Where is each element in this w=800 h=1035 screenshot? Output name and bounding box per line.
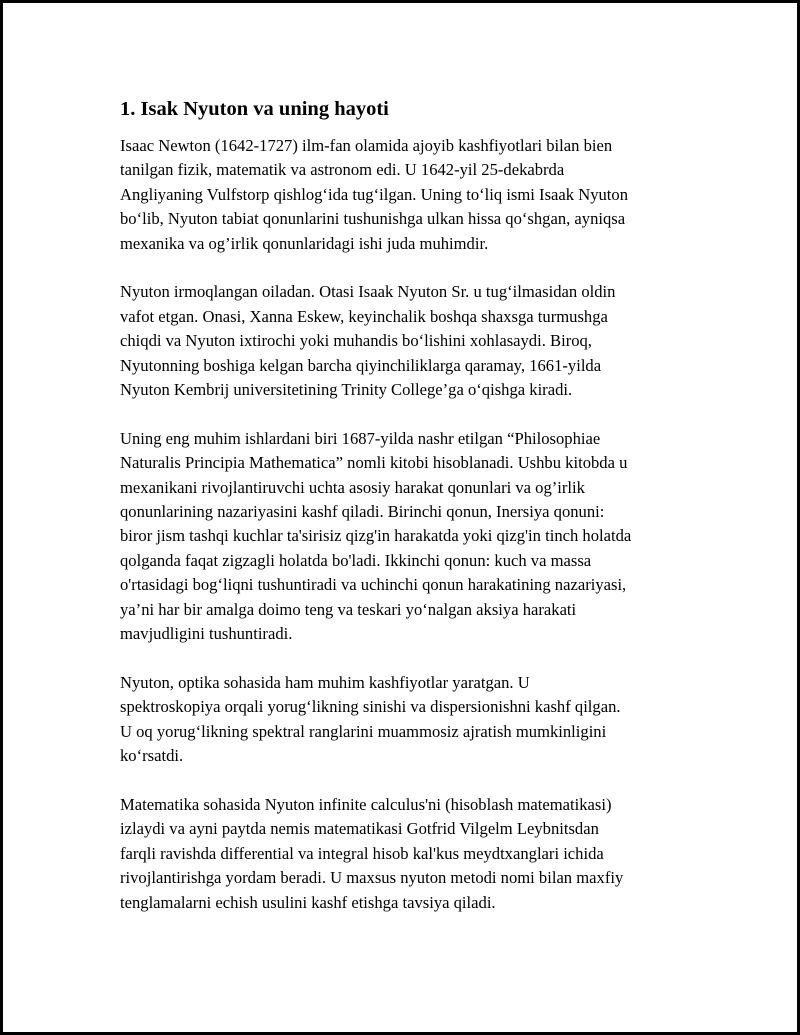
section-heading: 1. Isak Nyuton va uning hayoti xyxy=(120,98,389,120)
text-line: izlaydi va ayni paytda nemis matematikasi Gotfrid Vilgelm Leybnitsdan xyxy=(120,819,599,839)
text-line: farqli ravishda differential va integral hisob kal'kus meydtxanglari ichida xyxy=(120,843,604,863)
text-line: Naturalis Principia Mathematica” nomli kitobi hisoblanadi. Ushbu kitobda u xyxy=(120,453,628,473)
paragraph xyxy=(120,134,700,256)
paragraph xyxy=(120,671,700,769)
paragraph xyxy=(120,793,700,915)
text-line: biror jism tashqi kuchlar ta'sirisiz qizg'in harakatda yoki qizg'in tinch holatda xyxy=(120,526,632,546)
text-line: spektroskopiya orqali yorug‘likning sinishi va dispersionishni kashf qilgan. xyxy=(120,697,621,717)
text-line: mexanika va og’irlik qonunlaridagi ishi juda muhimdir. xyxy=(120,233,489,253)
text-line: bo‘lib, Nyuton tabiat qonunlarini tushunishga ulkan hissa qo‘shgan, ayniqsa xyxy=(120,209,626,229)
text-line: Nyuton irmoqlangan oiladan. Otasi Isaak Nyuton Sr. u tug‘ilmasidan oldin xyxy=(120,282,616,302)
text-line: mexanikani rivojlantiruvchi uchta asosiy harakat qonunlari va og’irlik xyxy=(120,477,585,497)
text-line: Isaac Newton (1642-1727) ilm-fan olamida ajoyib kashfiyotlari bilan bien xyxy=(120,136,613,155)
text-line: Matematika sohasida Nyuton infinite calculus'ni (hisoblash matematikasi) xyxy=(120,794,612,814)
paragraph xyxy=(120,280,700,402)
text-line: Nyutonning boshiga kelgan barcha qiyinchiliklarga qaramay, 1661-yilda xyxy=(120,355,602,375)
document-body xyxy=(120,96,700,915)
text-line: chiqdi va Nyuton ixtirochi yoki muhandis bo‘lishini xohlasaydi. Biroq, xyxy=(120,331,592,351)
text-line: tenglamalarni echish usulini kashf etishga tavsiya qiladi. xyxy=(120,892,496,912)
text-line: U oq yorug‘likning spektral ranglarini muammosiz ajratish mumkinligini xyxy=(120,721,607,741)
paragraph-list xyxy=(120,134,700,915)
text-line: tanilgan fizik, matematik va astronom edi. U 1642-yil 25-dekabrda xyxy=(120,160,565,180)
paragraph xyxy=(120,427,700,647)
text-line: vafot etgan. Onasi, Xanna Eskew, keyinchalik boshqa shaxsga turmushga xyxy=(120,306,608,326)
text-line: mavjudligini tushuntiradi. xyxy=(120,624,293,644)
text-line: qolganda faqat zigzagli holatda bo'ladi. Ikkinchi qonun: kuch va massa xyxy=(120,550,592,570)
text-line: ko‘rsatdi. xyxy=(120,746,184,766)
text-line: Nyuton Kembrij universitetining Trinity College’ga o‘qishga kiradi. xyxy=(120,380,573,400)
text-line: Uning eng muhim ishlardani biri 1687-yilda nashr etilgan “Philosophiae xyxy=(120,428,601,448)
text-line: Nyuton, optika sohasida ham muhim kashfiyotlar yaratgan. U xyxy=(120,672,530,692)
text-line: rivojlantirishga yordam beradi. U maxsus nyuton metodi nomi bilan maxfiy xyxy=(120,868,624,888)
text-line: Angliyaning Vulfstorp qishlog‘ida tug‘ilgan. Uning to‘liq ismi Isaak Nyuton xyxy=(120,184,628,204)
text-line: qonunlarining nazariyasini kashf qiladi. Birinchi qonun, Inersiya qonuni: xyxy=(120,502,605,522)
text-line: o'rtasidagi bog‘liqni tushuntiradi va uchinchi qonun harakatining nazariyasi, xyxy=(120,575,627,595)
text-line: ya’ni har bir amalga doimo teng va teskari yo‘nalgan aksiya harakati xyxy=(120,599,577,619)
